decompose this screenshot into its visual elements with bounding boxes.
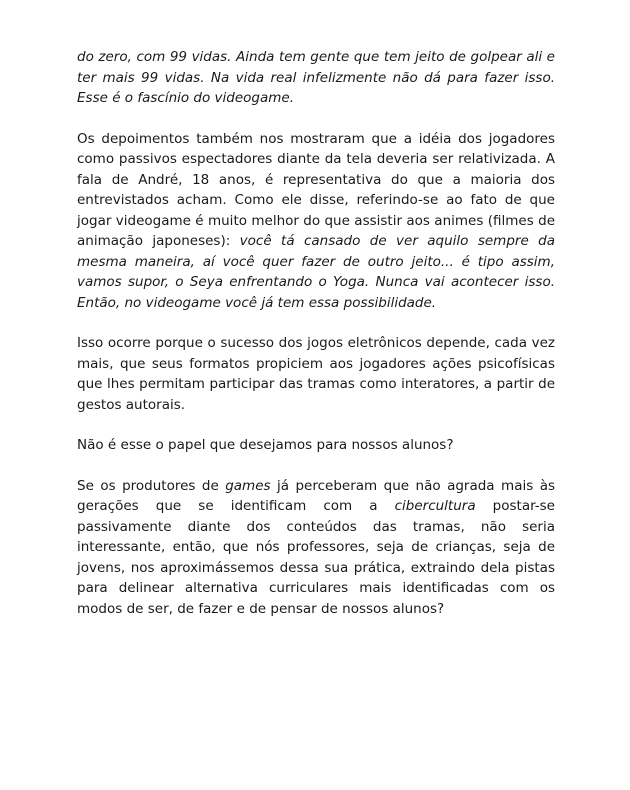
paragraph-question [77,435,555,456]
body-text: Isso ocorre porque o sucesso dos jogos eletrônicos depende, cada vez mais, que seus formatos propiciem aos jogadores ações psicofísicas que lhes permitam participar das tramas como interatores, a partir de gestos autorais. [77,335,555,413]
body-text: Se os produtores de [77,477,226,494]
paragraph-depoimentos [77,129,555,314]
quote-text: do zero, com 99 vidas. Ainda tem gente que tem jeito de golpear ali e ter mais 99 vidas. Na vida real infelizmente não dá para fazer isso. Esse é o fascínio do videogame. [77,49,555,106]
paragraph-produtores [77,476,555,620]
quote-text: você tá cansado de ver aquilo sempre da mesma maneira, aí você quer fazer de outro jeito... é tipo assim, vamos supor, o Seya enfrentando o Yoga. Nunca vai acontecer isso. Então, no videogame você já tem essa possibilidade. [77,233,555,311]
body-text: já perceberam que não agrada mais às gerações que se identificam com a [77,477,556,514]
body-text: Não é esse o papel que desejamos para nossos alunos? [77,437,454,453]
emphasis-term: cibercultura [394,498,476,514]
body-text: Os depoimentos também nos mostraram que a idéia dos jogadores como passivos espectadores diante da tela deveria ser relativizada. A fala de André, 18 anos, é representativa do que a maioria dos entrevistados acham. Como ele disse, referindo-se ao fato de que jogar videogame é muito melhor do que assistir aos animes (filmes de animação japoneses): [77,130,555,249]
text-column [77,47,555,619]
body-text: postar-se passivamente diante dos conteúdos das tramas, não seria interessante, então, que nós professores, seja de crianças, seja de jovens, nos aproximássemos dessa sua prática, extraindo dela pistas para delinear alternativa curriculares mais identificadas com os modos de ser, de fazer e de pensar de nossos alunos? [77,498,555,617]
paragraph-continuation-quote [77,47,555,109]
emphasis-term: games [225,477,271,494]
paragraph-sucesso-jogos [77,333,555,415]
